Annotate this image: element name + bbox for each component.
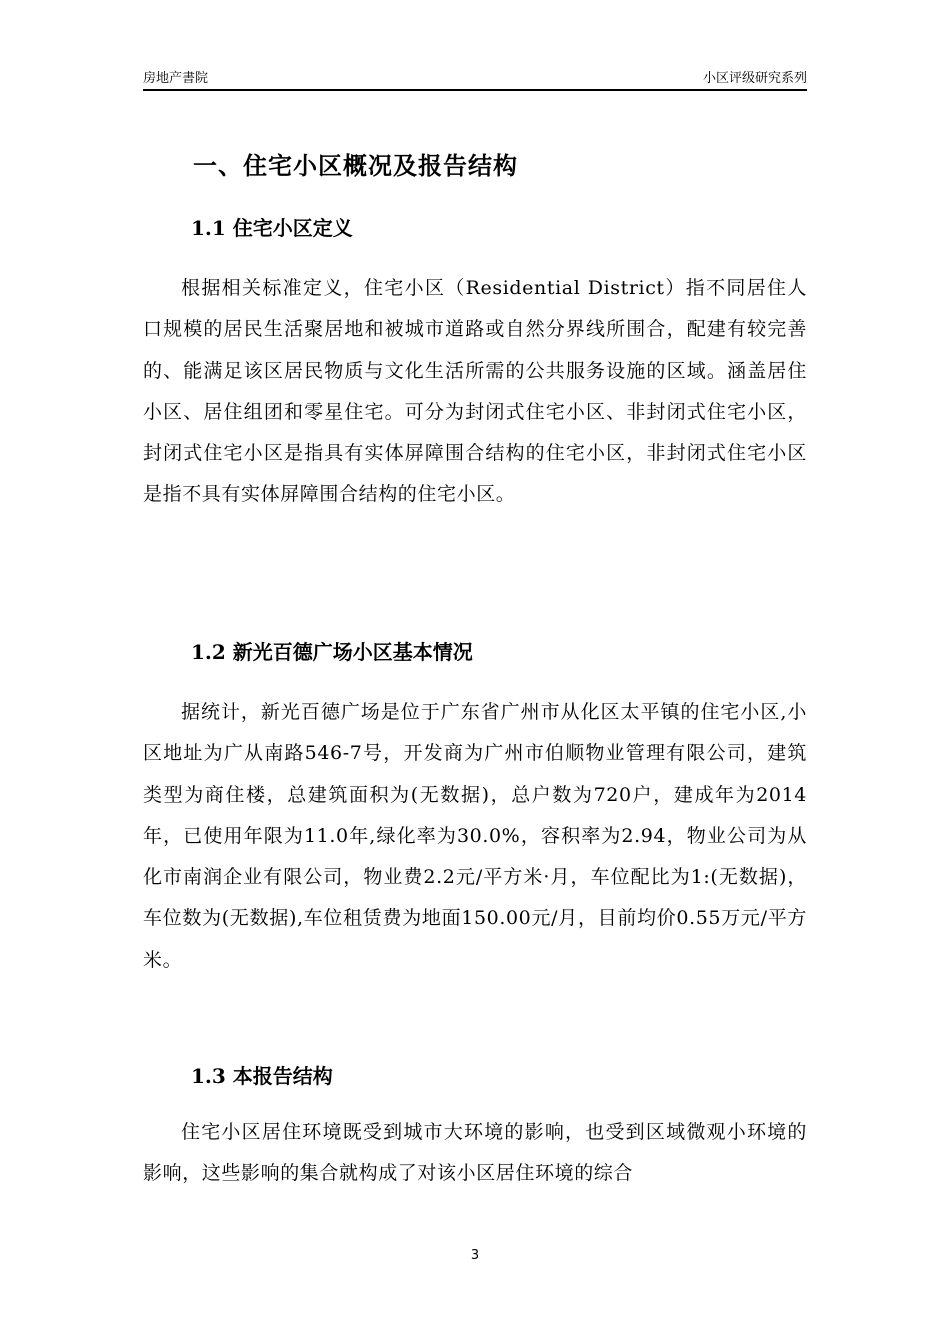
header-publisher: 房地产書院: [143, 71, 209, 86]
section-heading-1-1: 1.1 住宅小区定义: [191, 216, 353, 240]
page-number: 3: [470, 1248, 480, 1263]
section-paragraph-1-1: 根据相关标准定义，住宅小区（Residential District）指不同居住人口规模的居民生活聚居地和被城市道路或自然分界线所围合，配建有较完善的、能满足该区居民物质与文化生活所需的公共服务设施的区域。涵盖居住小区、居住组团和零星住宅。可分为封闭式住宅小区、非封闭式住宅小区，封闭式住宅小区是指具有实体屏障围合结构的住宅小区，非封闭式住宅小区是指不具有实体屏障围合结构的住宅小区。: [143, 277, 807, 506]
section-heading-1-3: 1.3 本报告结构: [191, 1064, 333, 1088]
chapter-title: 一、住宅小区概况及报告结构: [193, 151, 518, 180]
section-paragraph-1-2: 据统计，新光百德广场是位于广东省广州市从化区太平镇的住宅小区,小区地址为广从南路546-7号，开发商为广州市伯顺物业管理有限公司，建筑类型为商住楼，总建筑面积为(无数据)，总户数为720户，建成年为2014年，已使用年限为11.0年,绿化率为30.0%，容积率为2.94，物业公司为从化市南润企业有限公司，物业费2.2元/平方米·月，车位配比为1:(无数据)，车位数为(无数据),车位租赁费为地面150.00元/月，目前均价0.55万元/平方米。: [143, 701, 807, 971]
page-header: [143, 70, 807, 91]
section-heading-1-2: 1.2 新光百德广场小区基本情况: [191, 640, 473, 664]
header-series: 小区评级研究系列: [702, 71, 807, 86]
section-paragraph-1-3: 住宅小区居住环境既受到城市大环境的影响，也受到区域微观小环境的影响，这些影响的集合就构成了对该小区居住环境的综合: [143, 1121, 807, 1185]
